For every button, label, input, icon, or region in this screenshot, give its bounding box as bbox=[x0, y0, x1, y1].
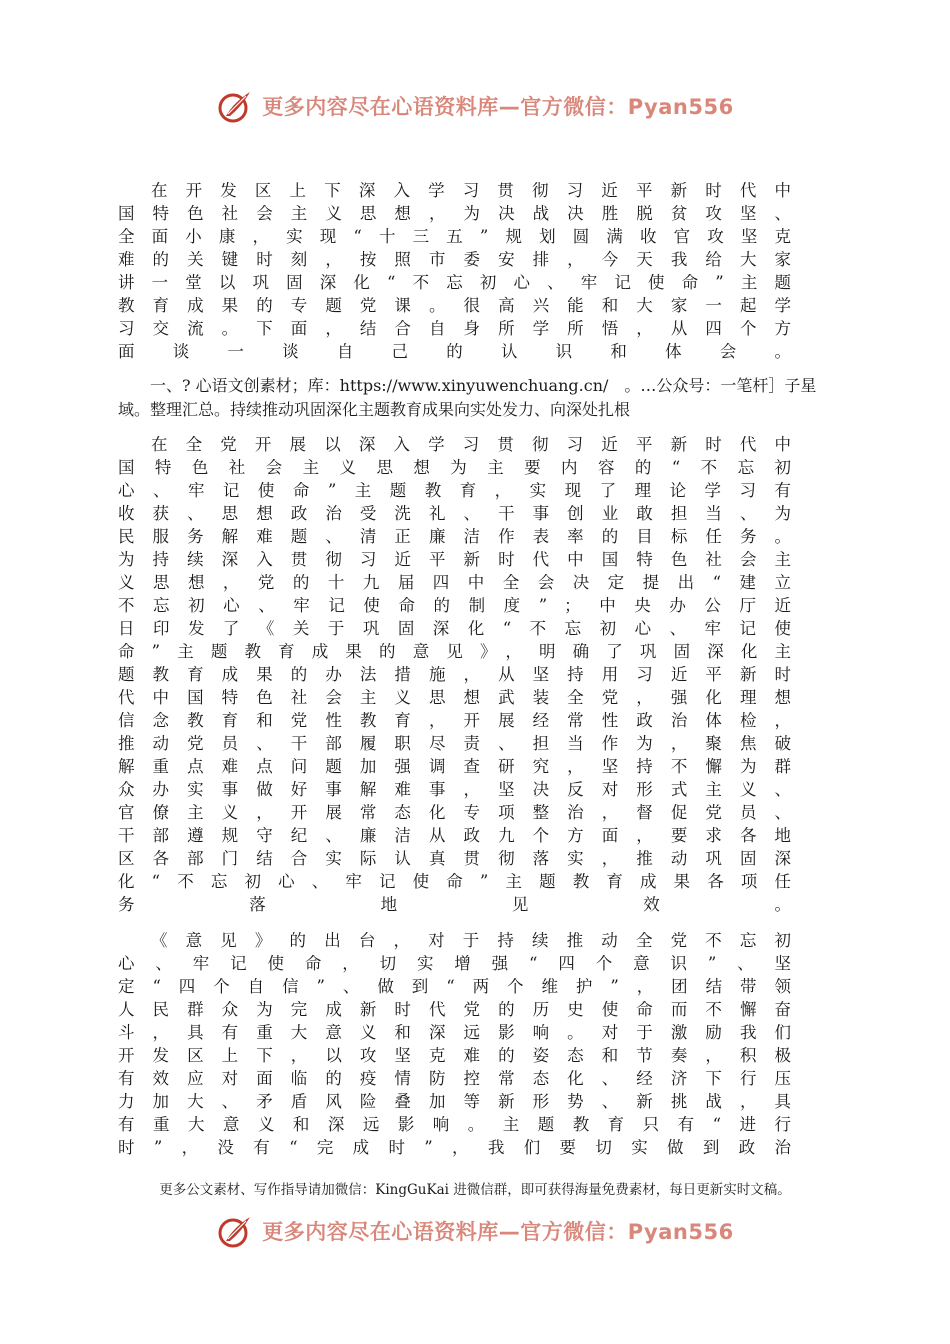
header-banner bbox=[0, 84, 950, 128]
banner-text: 更多内容尽在心语资料库—官方微信：Pyan556 bbox=[262, 95, 734, 119]
paragraph-opinion: 《意见》的出台，对于持续推动全党不忘初心、牢记使命，切实增强“四个意识”、坚定“四个自信”、做到“两个维护”，团结带领人民群众为完成新时代党的历史使命而不懈奋斗，具有重大意义和深远影响。对于激励我们开发区上下，以攻坚克难的姿态和节奏，积极有效应对面临的疫情防控常态化、经济下行压力加大、矛盾风险叠加等新形势、新挑战，具有重大意义和深远影响。主题教育只有“进行时”，没有“完成时”，我们要切实做到政治 bbox=[118, 931, 808, 1157]
banner-text: 更多内容尽在心语资料库—官方微信：Pyan556 bbox=[262, 1220, 734, 1244]
quill-logo-icon bbox=[216, 1211, 256, 1251]
quill-logo-icon bbox=[216, 86, 256, 126]
paragraph-intro: 在开发区上下深入学习贯彻习近平新时代中国特色社会主义思想，为决战决胜脱贫攻坚、全面小康，实现“十三五”规划圆满收官攻坚克难的关键时刻，按照市委安排，今天我给大家讲一堂以巩固深化“不忘初心、牢记使命”主题教育成果的专题党课。很高兴能和大家一起学习交流。下面，结合自身所学所悟，从四个方面谈一谈自己的认识和体会。 bbox=[118, 181, 808, 361]
paragraph-section-one: 在全党开展以深入学习贯彻习近平新时代中国特色社会主义思想为主要内容的“不忘初心、牢记使命”主题教育，实现了理论学习有收获、思想政治受洗礼、干事创业敢担当、为民服务解难题、清正廉洁作表率的目标任务。为持续深入贯彻习近平新时代中国特色社会主义思想，党的十九届四中全会决定提出“建立不忘初心、牢记使命的制度”；中央办公厅近日印发了《关于巩固深化“不忘初心、牢记使命”主题教育成果的意见》，明确了巩固深化主题教育成果的办法措施，从坚持用习近平新时代中国特色社会主义思想武装全党，强化理想信念教育和党性教育，开展经常性政治体检，推动党员、干部履职尽责、担当作为，聚焦破解重点难点问题加强调查研究，坚持不懈为群众办实事做好事解难事，坚决反对形式主义、官僚主义，开展常态化专项整治，督促党员、干部遵规守纪、廉洁从政九个方面，要求各地区各部门结合实际认真贯彻落实，推动巩固深化“不忘初心、牢记使命”主题教育成果各项任务落地见效。 bbox=[118, 435, 808, 914]
footer-banner bbox=[0, 1209, 950, 1253]
footer-note: 更多公文素材、写作指导请加微信：KingGuKai 进微信群，即可获得海量免费素材，每日更新实时文稿。 bbox=[159, 1182, 791, 1198]
section-heading: 一、? 心语文创素材；库：https://www.xinyuwenchuang.cn/ 。…公众号：一笔杆］子星域。整理汇总。持续推动巩固深化主题教育成果向实处发力、向深处扎根 bbox=[118, 376, 817, 419]
